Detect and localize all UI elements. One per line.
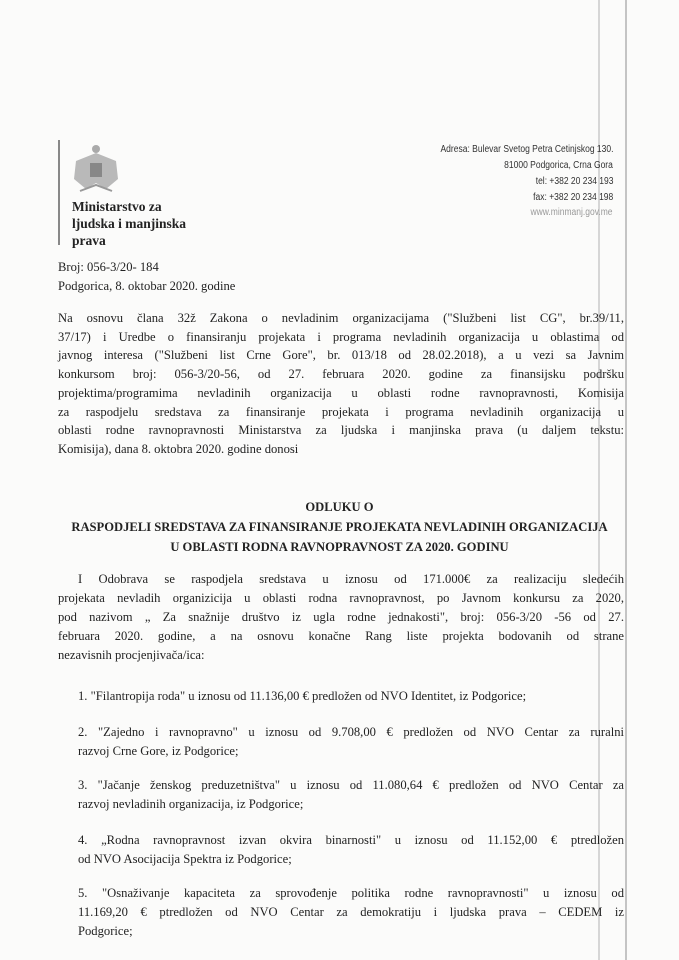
section-line: pod nazivom „ Za snažnije društvo iz ugla rodne jednakosti", broj: 056-3/20 -56 od 27. bbox=[58, 610, 624, 624]
project-item-line: 1. "Filantropija roda" u iznosu od 11.136,00 € predložen od NVO Identitet, iz Podgorice; bbox=[78, 689, 527, 703]
intro-line: za raspodjelu sredstava za finansiranje projekata i programa nevladinih organizacija u bbox=[58, 404, 624, 419]
org-name-line: Ministarstvo za bbox=[72, 199, 162, 214]
scan-fold-line bbox=[625, 0, 627, 960]
intro-line: konkursom broj: 056-3/20-56, od 27. februara 2020. godine za finansijsku podršku bbox=[58, 367, 624, 382]
project-item-line: 4. „Rodna ravnopravnost izvan okvira binarnosti" u iznosu od 11.152,00 € ptredložen bbox=[78, 833, 624, 847]
intro-line: 37/17) i Uredbe o finansiranju projekata i programa nevladinih organizacija u oblastima od bbox=[58, 329, 624, 344]
project-item-line: razvoj Crne Gore, iz Podgorice; bbox=[78, 744, 239, 758]
project-item-line: 5. "Osnaživanje kapaciteta za sprovođenje politika rodne ravnopravnosti" u iznosu od bbox=[78, 886, 624, 900]
coat-of-arms-logo bbox=[70, 143, 122, 195]
org-name-line: ljudska i manjinska bbox=[72, 216, 187, 231]
address-line: Adresa: Bulevar Svetog Petra Cetinjskog 130. bbox=[440, 144, 613, 155]
section-line: projekata nevladih organizicija u oblasti rodna ravnopravnost, po Javnom konkursu za 2020, bbox=[58, 591, 624, 605]
address-line: 81000 Podgorica, Crna Gora bbox=[504, 160, 613, 171]
project-item-line: 11.169,20 € ptredložen od NVO Centar za demokratiju i ljudska prava – CEDEM iz bbox=[78, 905, 624, 919]
org-name-line: prava bbox=[72, 233, 106, 248]
intro-line: oblasti rodne ravnopravnosti Ministarstva za ljudska i manjinska prava (u daljem tekstu: bbox=[58, 423, 624, 438]
project-item-line: 2. "Zajedno i ravnopravno" u iznosu od 9.708,00 € predložen od NVO Centar za ruralni bbox=[78, 725, 624, 739]
section-line: nezavisnih procjenjivača/ica: bbox=[58, 648, 205, 662]
fax: fax: +382 20 234 198 bbox=[532, 192, 613, 203]
section-line: februara 2020. godine, a na osnovu konačne Rang liste projekta bodovanih od strane bbox=[58, 629, 624, 643]
decision-title: U OBLASTI RODNA RAVNOPRAVNOST ZA 2020. GODINU bbox=[170, 540, 509, 554]
project-item-line: od NVO Asocijacija Spektra iz Podgorice; bbox=[78, 852, 292, 866]
decision-title: RASPODJELI SREDSTAVA ZA FINANSIRANJE PROJEKATA NEVLADINIH ORGANIZACIJA bbox=[71, 520, 608, 534]
section-line: I Odobrava se raspodjela sredstava u iznosu od 171.000€ za realizaciju sledećih bbox=[78, 572, 624, 586]
intro-line: Komisija), dana 8. oktobra 2020. godine donosi bbox=[58, 441, 299, 456]
intro-line: javnog interesa ("Službeni list Crne Gore", br. 013/18 od 28.02.2018), a u vezi sa Javnim bbox=[58, 348, 624, 363]
phone: tel: +382 20 234 193 bbox=[535, 176, 613, 187]
reference-number: Broj: 056-3/20- 184 bbox=[58, 260, 159, 274]
intro-line: Na osnovu člana 32ž Zakona o nevladinim organizacijama ("Službeni list CG", br.39/11, bbox=[58, 311, 624, 325]
header-rule bbox=[58, 140, 60, 245]
project-item-line: 3. "Jačanje ženskog preduzetništva" u iznosu od 11.080,64 € predložen od NVO Centar za bbox=[78, 778, 624, 792]
decision-title: ODLUKU O bbox=[305, 500, 374, 514]
intro-line: projektima/programima nevladinih organizacija u oblasti rodne ravnopravnosti, Komisija bbox=[58, 385, 624, 400]
document-date: Podgorica, 8. oktobar 2020. godine bbox=[58, 279, 236, 293]
project-item-line: Podgorice; bbox=[78, 924, 133, 938]
project-item-line: razvoj nevladinih organizacija, iz Podgorice; bbox=[78, 797, 304, 811]
website-link[interactable]: www.minmanj.gov.me bbox=[530, 207, 613, 218]
